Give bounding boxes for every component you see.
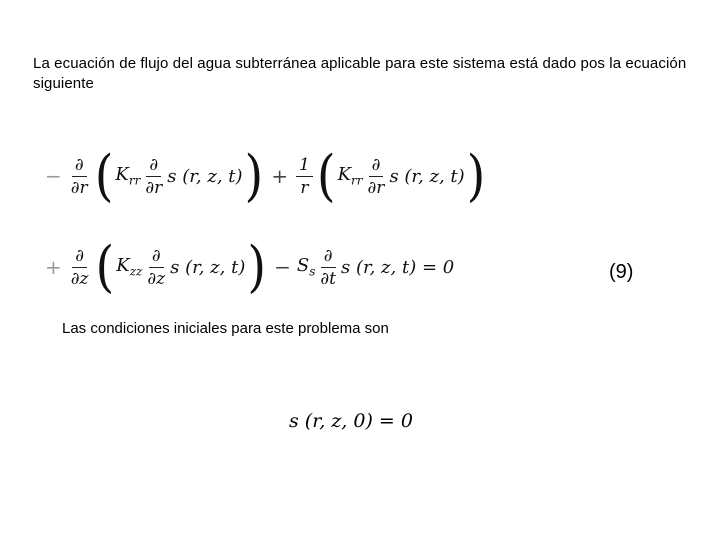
equation-number: (9): [609, 261, 634, 283]
row2-d3-den: ∂t: [320, 268, 336, 289]
row1-partial-r: [68, 155, 91, 198]
row1-frac-num: 1: [296, 155, 313, 177]
row2-minus: −: [274, 255, 291, 279]
row2-d1-num: ∂: [72, 246, 87, 268]
row1-func: s (r, z, t): [167, 165, 243, 187]
big-paren-close: ): [244, 143, 264, 209]
row2-func-2: s (r, z, t) = 0: [340, 256, 455, 278]
row2-d1-den: ∂z: [70, 268, 89, 289]
row1-plus: +: [271, 164, 289, 188]
row1-partial-r-inner: [142, 155, 165, 198]
row1-frac-den: r: [300, 177, 309, 198]
equation-row-2: [45, 236, 454, 298]
row1-d1-den: ∂r: [70, 177, 88, 198]
row2-d2-num: ∂: [149, 246, 164, 268]
row2-s-s: $S_s$: [296, 255, 316, 279]
row2-d3-num: ∂: [321, 246, 336, 268]
conditions-text: Las condiciones iniciales para este problema son: [62, 320, 389, 337]
row2-partial-z: [68, 246, 92, 289]
row1-k-rr: $K_{rr}$: [115, 164, 141, 188]
row2-d2-den: ∂z: [147, 268, 166, 289]
row1-d1-num: ∂: [72, 155, 87, 177]
row1-lead-sign: −: [45, 164, 62, 188]
big-paren-close-2: ): [466, 143, 486, 209]
row1-partial-r-inner-2: [365, 155, 388, 198]
row2-func: s (r, z, t): [170, 256, 246, 278]
intro-paragraph: La ecuación de flujo del agua subterránea aplicable para este sistema está dado pos la ecuación siguiente: [33, 55, 687, 92]
big-paren-open-3: (: [95, 234, 115, 300]
row1-d3-den: ∂r: [367, 177, 385, 198]
row1-func-2: s (r, z, t): [389, 165, 465, 187]
row1-d2-den: ∂r: [145, 177, 163, 198]
row1-d3-num: ∂: [369, 155, 384, 177]
big-paren-close-3: ): [247, 234, 267, 300]
row2-partial-z-inner: [144, 246, 168, 289]
row1-one-over-r: [296, 155, 313, 198]
row2-k-zz: $K_{zz}$: [116, 255, 143, 279]
big-paren-open: (: [94, 143, 114, 209]
row1-d2-num: ∂: [146, 155, 161, 177]
equation-row-1: [45, 145, 487, 207]
initial-condition-equation: s (r, z, 0) = 0: [289, 410, 413, 432]
row2-lead-sign: +: [45, 255, 62, 279]
row1-k-rr-2: $K_{rr}$: [337, 164, 363, 188]
row2-partial-t: [317, 246, 339, 289]
big-paren-open-2: (: [316, 143, 336, 209]
